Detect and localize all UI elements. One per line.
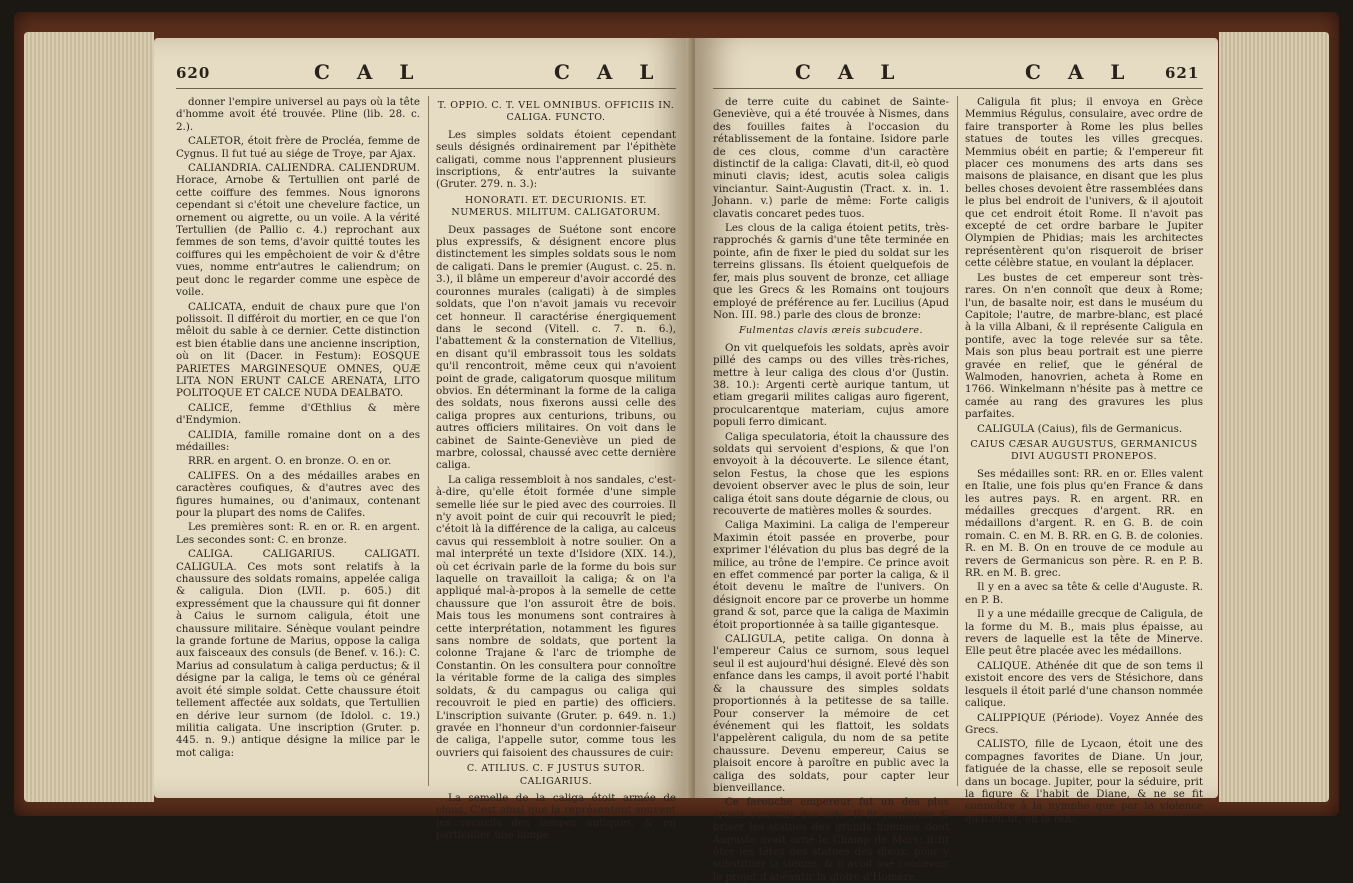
entry: Les clous de la caliga étoient petits, très-rapprochés & garnis d'une tête terminée en pointe, afin de fixer le pied du soldat sur les terreins glissans. Ils étoient quelquefois de fer, mais plus souvent de bronze, cet alliage que les Grecs & les Romains ont toujours employé de préférence au fer. Lucilius (Apud Non. III. 98.) parle des clous de bronze: (713, 222, 949, 321)
entry: RRR. en argent. O. en bronze. O. en or. (188, 455, 392, 468)
entry: Deux passages de Suétone sont encore plus expressifs, & désignent encore plus distinctement les simples soldats sous le nom de caligati. Dans le premier (August. c. 25. n. 3.), il blâme un empereur d'avoir accordé des couronnes murales (caligati) à de simples soldats, que l'on n'avoit jamais vu recevoir cet honneur. Il caractérise énergiquement dans le second (Vitell. c. 7. n. 6.), l'abattement & la consternation de Vitellius, en disant qu'il embrassoit tous les soldats qu'il rencontroit, même ceux qui n'avoient point de grade, caligatorum quosque militum obvios. En déterminant la forme de la caliga des soldats, nous fixerons aussi celle des caliga propres aux centurions, tribuns, ou autres officiers militaires. On voit dans le cabinet de Sainte-Geneviève un pied de marbre, colossal, chaussé avec cette dernière caliga. (436, 223, 676, 472)
entry: CALIDIA, famille romaine dont on a des médailles: (176, 428, 420, 453)
left-column-1 (176, 96, 420, 791)
page-number-right: 621 (1165, 64, 1200, 82)
left-column-2 (436, 96, 676, 842)
inscription: T. OPPIO. C. T. VEL OMNIBUS. OFFICIIS IN. CALIGA. FUNCTO. (437, 100, 675, 124)
column-divider-left (428, 96, 429, 786)
entry: Ce farouche empereur fut un des plus cruels ennemis des arts. Il fit renverser & briser les statues des grands hommes dont Auguste avoit orné le Champ de Mars; il fit ôter les têtes des statues des dieux, pour y substituer la sienne, & il avoit osé concevoir le projet d'anéantir la gloire d'Homère. (713, 796, 949, 883)
entry: CALIANDRIA. CALIENDRA. CALIENDRUM. Horace, Arnobe & Tertullien ont parlé de cette coiffure des femmes. Nous ignorons cependant si c'étoit une chevelure factice, un ornement ou aigrette, ou un voile. A la vérité Tertullien (de Pallio c. 4.) reprochant aux femmes de son tems, d'avoir quitté toutes les coiffures qui les empêchoient de voir & d'être vues, nomme entr'autres le caliendrum; on peut donc le regarder comme une espèce de voile. (176, 162, 420, 299)
entry: Les simples soldats étoient cependant seuls désignés ordinairement par l'épithète caligati, comme nous l'apprennent plusieurs inscriptions, & entr'autres la suivante (Gruter. 279. n. 3.): (436, 128, 676, 191)
entry: CALIGA. CALIGARIUS. CALIGATI. CALIGULA. Ces mots sont relatifs à la chaussure des soldats romains, appelée caliga & caligula. Dion (LVII. p. 605.) dit expressément que la chaussure qui fit donner à Caius le surnom caligula, étoit une chaussure militaire. Sénèque voulant peindre la grande fortune de Marius, oppose la caliga aux faisceaux des consuls (de Benef. v. 16.): C. Marius ad consulatum à caliga perductus; & il désigne par la caliga, le tems où ce général avoit été simple soldat. Cette chaussure étoit tellement affectée aux soldats, que Tertullien en dérive leur surnom (de Idolol. c. 19.) militia caligata. Une inscription (Gruter. p. 445. n. 9.) antique désigne la milice par le mot caliga: (176, 548, 420, 759)
page-edges-right (1219, 32, 1329, 802)
entry: CALIFES. On a des médailles arabes en caractères coufiques, & d'autres avec des figures humaines, ou d'animaux, contenant pour la plupart des noms de Califes. (176, 469, 420, 519)
quotation: Fulmentas clavis æreis subcudere. (738, 325, 924, 337)
entry: CALICATA, enduit de chaux pure que l'on polissoit. Il différoit du mortier, en ce que l'on mêloit du sable à ce dernier. Cette distinction est bien établie dans une ancienne inscription, où on lit (Dacer. in Festum): EOSQUE PARIETES MARGINESQUE OMNES, QUÆ LITA NON ERUNT CALCE ARENATA, LITO POLITOQUE ET CALCE NUDA DEALBATO. (176, 300, 421, 400)
entry: Caliga Maximini. La caliga de l'empereur Maximin étoit passée en proverbe, pour exprimer l'élévation du plus bas degré de la milice, au trône de l'empire. Ce prince avoit en effet commencé par porter la caliga, & il étoit devenu le maître de l'univers. On désignoit encore par ce proverbe un homme grand & sot, parce que la caliga de Maximin étoit proportionnée à sa taille gigantesque. (713, 519, 949, 631)
running-header-left-1: C A L (314, 60, 424, 84)
entry: CALIGULA, petite caliga. On donna à l'empereur Caius ce surnom, sous lequel seul il est aujourd'hui désigné. Elevé dès son enfance dans les camps, il avoit porté l'habit & la chaussure des simples soldats proportionnés à la petitesse de sa taille. Pour conserver la mémoire de cet événement qui les flattoit, les soldats l'appelèrent caligula, du nom de sa petite chaussure. Devenu empereur, Caius se plaisoit encore à paroître en public avec la caliga des soldats, pour capter leur bienveillance. (713, 633, 949, 794)
inscription: C. ATILIUS. C. F JUSTUS SUTOR. CALIGARIUS. (466, 763, 646, 787)
right-column-1 (713, 96, 949, 883)
entry: Il y a une médaille grecque de Caligula, de la forme du M. B., mais plus épaisse, au revers de laquelle est la tête de Minerve. Elle peut être placée avec les médaillons. (965, 608, 1203, 658)
entry: Les bustes de cet empereur sont très-rares. On n'en connoît que deux à Rome; l'un, de basalte noir, est dans le muséum du Capitole; l'autre, de marbre-blanc, est placé à la villa Albani, & il représente Caligula en pontife, avec la toge relevée sur sa tête. Mais son plus beau portrait est une pierre gravée en relief, que le général de Walmoden, hanovrien, acheta à Rome en 1766. Winkelmann n'hésite pas à mettre ce camée au rang des gravures les plus parfaites. (965, 271, 1203, 421)
running-header-right-1: C A L (795, 60, 905, 84)
running-header-right-2: C A L (1025, 60, 1135, 84)
entry: La semelle de la caliga étoit armée de clous. C'est ainsi que la représentent souvent les recueils des lampes antiques, & en particulier une lampe (436, 791, 676, 842)
running-header-left-2: C A L (554, 60, 664, 84)
column-divider-right (957, 96, 958, 786)
right-page (695, 38, 1218, 883)
entry: Ses médailles sont: RR. en or. Elles valent en Italie, une fois plus qu'en France & dans les autres pays. R. en argent. RR. en médailles grecques d'argent. RR. en médaillons d'argent. R. en G. B. de coin romain. C. en M. B. RR. en G. B. de colonies. R. en M. B. On en trouve de ce module au revers de Germanicus son père. R. en P. B. RR. en M. B. grec. (965, 467, 1203, 580)
entry: CALISTO, fille de Lycaon, étoit une des compagnes favorites de Diane. Un jour, fatiguée de la chasse, elle se reposoit seule dans un bocage. Jupiter, pour la séduire, prit la figure & l'habit de Diane, & ne se fit connoître à la nymphe que par la violence qu'il lui fit; en la ren- (965, 738, 1203, 825)
entry: CALIGULA (Caius), fils de Germanicus. (977, 422, 1183, 435)
entry: Caliga speculatoria, étoit la chaussure des soldats qui servoient d'espions, & que l'on envoyoit à la découverte. Le silence étant, selon Festus, la chose que les espions devoient observer avec le plus de soin, leur caliga étoit sans doute dégarnie de clous, ou recouverte de matières molles & sourdes. (713, 430, 949, 517)
left-page (154, 38, 692, 842)
entry: CALIQUE. Athénée dit que de son tems il existoit encore des vers de Stésichore, dans lesquels il étoit parlé d'une chanson nommée calique. (965, 659, 1203, 710)
page-number-left: 620 (176, 64, 211, 82)
entry: de terre cuite du cabinet de Sainte-Geneviève, qui a été trouvée à Nismes, dans des fouilles faites à l'occasion du rétablissement de la fontaine. Isidore parle de ces clous, comme d'un caractère distinctif de la caliga: Clavati, dit-il, eò quod minuti clavis; idest, acutis solea caligis vinciantur. Saint-Augustin (Tract. x. in. 1. Johann. v.) parle de même: Forte caligis clavatis concaret pedes tuos. (713, 96, 949, 220)
entry: donner l'empire universel au pays où la tête d'homme avoit été trouvée. Pline (lib. 28. c. 2.). (176, 96, 420, 133)
entry: On vit quelquefois les soldats, après avoir pillé des camps ou des villes très-riches, mettre à leur caliga des clous d'or (Justin. 38. 10.): Argenti certè aurique tantum, ut etiam gregarii milites caligas auro figerent, proculcarentque materiam, cujus amore populi ferro dimicant. (713, 341, 949, 429)
entry: Caligula fit plus; il envoya en Grèce Memmius Régulus, consulaire, avec ordre de faire transporter à Rome les plus belles statues de toutes les villes grecques. Memmius obéit en partie; & l'empereur fit placer ces monumens des arts dans ses maisons de plaisance, en disant que les plus belles choses devoient être rassemblées dans le plus bel endroit de l'univers, & il ajoutoit que cet endroit étoit Rome. Il n'avoit pas excepté de cet ordre barbare le Jupiter Olympien de Phidias; mais les architectes représentèrent qu'on risqueroit de briser cette célèbre statue, en voulant la déplacer. (965, 96, 1203, 270)
inscription: HONORATI. ET. DECURIONIS. ET. NUMERUS. MILITUM. CALIGATORUM. (451, 194, 661, 219)
entry: CALETOR, étoit frère de Procléa, femme de Cygnus. Il fut tué au siége de Troye, par Ajax. (176, 135, 420, 160)
page-edges-left (24, 32, 154, 802)
legend: CAIUS CÆSAR AUGUSTUS, GERMANICUS DIVI AUGUSTI PRONEPOS. (970, 438, 1198, 463)
header-rule-left (176, 88, 676, 89)
entry: CALIPPIQUE (Période). Voyez Année des Grecs. (965, 711, 1203, 736)
entry: Il y en a avec sa tête & celle d'Auguste. R. en P. B. (965, 581, 1203, 606)
entry: Les premières sont: R. en or. R. en argent. Les secondes sont: C. en bronze. (176, 521, 420, 546)
right-column-2 (965, 96, 1203, 825)
entry: La caliga ressembloit à nos sandales, c'est-à-dire, qu'elle étoit formée d'une simple semelle liée sur le pied avec des courroies. Il n'y avoit point de cuir qui recouvrît le pied; c'étoit là la différence de la caliga, au calceus cavus qui ressembloit à notre soulier. On a mal interprété un texte d'Isidore (XIX. 14.), où cet écrivain parle de la forme du bois sur laquelle on travailloit la caliga; & on l'a appliqué mal-à-propos à la semelle de cette chaussure que l'on assuroit être de bois. Mais tous les monumens sont contraires à cette interprétation, notamment les figures sans nombre de soldats, que portent la colonne Trajane & l'arc de triomphe de Constantin. On les consultera pour connoître la véritable forme de la caliga des simples soldats, & du campagus ou caliga qui recouvroit le pied en partie) des officiers. L'inscription suivante (Gruter. p. 649. n. 1.) gravée en l'honneur d'un cordonnier-faiseur de caliga, l'appelle sutor, comme tous les ouvriers qui faisoient des chaussures de cuir: (436, 473, 676, 759)
open-book (14, 12, 1339, 883)
header-rule-right (713, 88, 1203, 89)
entry: CALICE, femme d'Œthlius & mère d'Endymion. (176, 401, 420, 427)
